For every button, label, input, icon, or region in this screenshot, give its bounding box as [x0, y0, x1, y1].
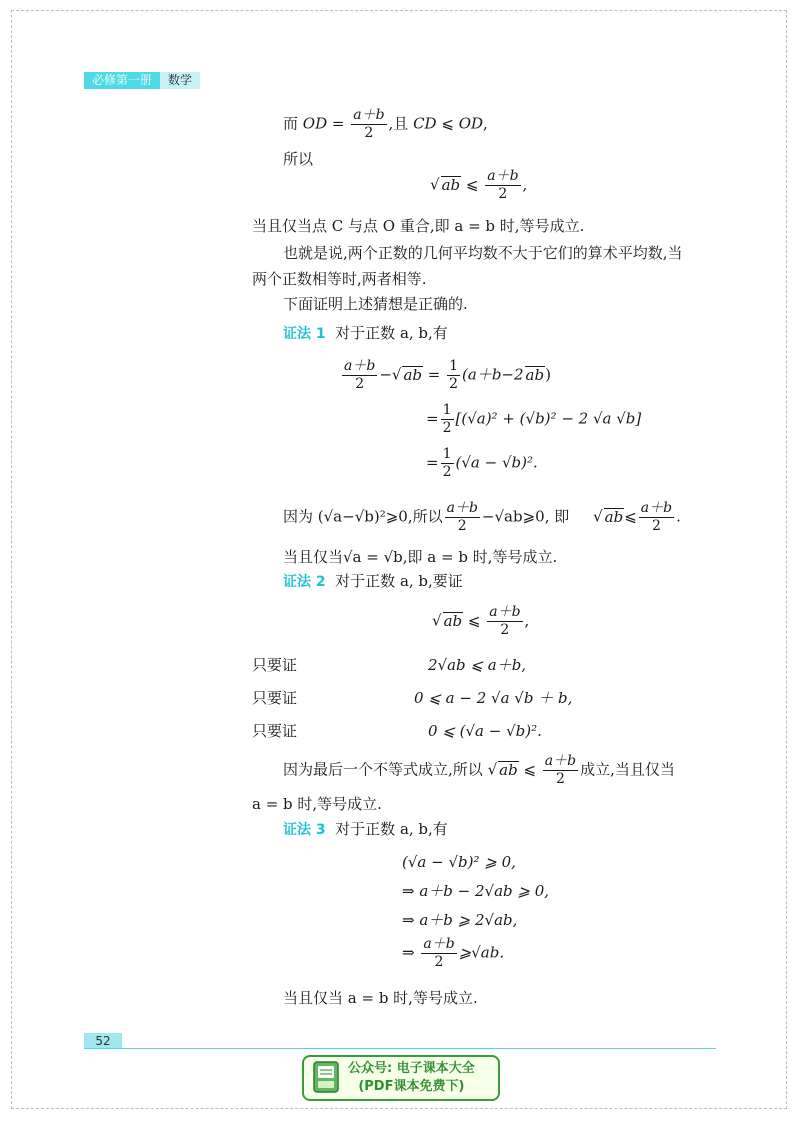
proof2-step1-label: 只要证 [252, 656, 298, 674]
text: 因为 (√a−√b)²⩾0,所以 [283, 507, 443, 526]
proof2-heading [283, 570, 463, 593]
denominator: 2 [449, 376, 459, 392]
text: , [483, 114, 488, 133]
fraction [421, 936, 456, 971]
proof1-equality: 当且仅当√a = √b,即 a = b 时,等号成立. [283, 548, 558, 566]
numerator: a＋b [487, 168, 519, 184]
sqrt-symbol: √ [432, 611, 442, 630]
watermark-line-2: (PDF课本免费下) [358, 1079, 465, 1094]
fraction: $\frac{1}{2}$ [442, 446, 452, 480]
intro-line-2: 所以 [283, 150, 314, 168]
fraction: $\frac{1}{2}$ [442, 402, 452, 436]
footer-divider [84, 1048, 716, 1049]
proof1-eq3: = $\frac{1}{2}$ (√a − √b)². [426, 446, 538, 480]
proof3-line4 [402, 936, 504, 971]
implies: ⇒ [402, 943, 415, 962]
watermark-badge [302, 1055, 500, 1101]
proof3-equality: 当且仅当 a = b 时,等号成立. [283, 989, 478, 1007]
proof1-eq1 [340, 358, 551, 393]
denominator: 2 [500, 622, 510, 638]
minus: − [379, 365, 392, 384]
var-od: OD [302, 114, 328, 133]
numerator: a＋b [423, 936, 455, 952]
proof3-line2: ⇒ a＋b − 2√ab ⩾ 0, [402, 882, 550, 900]
sqrt-symbol: √ [487, 760, 498, 779]
proof2-text: 对于正数 a, b,要证 [335, 572, 463, 590]
page-number: 52 [84, 1033, 122, 1049]
le-sign: ⩽ [624, 507, 637, 526]
fraction [351, 107, 386, 142]
radicand: ab [403, 365, 422, 384]
radicand: ab [604, 507, 624, 526]
text: 成立,当且仅当 [580, 760, 675, 779]
denominator: 2 [434, 954, 444, 970]
proof3-line3: ⇒ a＋b ⩾ 2√ab, [402, 911, 518, 929]
numerator: a＋b [489, 604, 521, 620]
proof2-step3-label: 只要证 [252, 722, 298, 740]
text: ,且 [388, 114, 414, 133]
intro-line-5: 下面证明上述猜想是正确的. [283, 295, 468, 313]
proof2-step1: 2√ab ⩽ a＋b, [428, 656, 527, 674]
var-od: OD [458, 114, 484, 133]
proof2-inequality [432, 604, 529, 639]
proof2-conclusion-2: a = b 时,等号成立. [252, 795, 382, 813]
radicand: ab [441, 175, 461, 194]
text: −√ab⩾0, 即 [481, 507, 570, 526]
fraction [543, 753, 578, 788]
text: 而 [283, 114, 303, 133]
proof2-step3: 0 ⩽ (√a − √b)². [428, 722, 542, 740]
proof1-heading [283, 322, 448, 345]
expression: (√a − √b)². [455, 453, 538, 472]
proof3-text: 对于正数 a, b,有 [335, 820, 448, 838]
denominator: 2 [364, 125, 374, 141]
numerator: a＋b [344, 358, 376, 374]
radicand: ab [499, 760, 518, 779]
denominator: 2 [355, 376, 365, 392]
denominator: 2 [555, 771, 565, 787]
fraction [485, 168, 520, 203]
denominator: 2 [498, 186, 508, 202]
proof2-label: 证法 2 [283, 574, 326, 590]
intro-inequality [430, 168, 527, 203]
proof1-label: 证法 1 [283, 326, 326, 342]
text: , [524, 611, 530, 630]
le-sign: ⩽ [461, 175, 484, 194]
watermark-text [348, 1060, 475, 1096]
proof2-conclusion [283, 753, 675, 788]
subject-tag: 数学 [160, 72, 200, 89]
proof3-label: 证法 3 [283, 822, 326, 838]
sqrt-symbol: √ [593, 507, 603, 526]
le-sign: ⩽ [463, 611, 486, 630]
proof1-because [283, 500, 681, 535]
text: ) [545, 365, 551, 384]
text: , [522, 175, 528, 194]
expression: [(√a)² + (√b)² − 2 √a √b] [455, 409, 642, 428]
fraction [639, 500, 674, 535]
intro-line-4b: 两个正数相等时,两者相等. [252, 270, 427, 288]
expression: (a＋b−2 [462, 365, 524, 384]
var-cd: CD [413, 114, 437, 133]
text: 因为最后一个不等式成立,所以 [283, 760, 483, 779]
numerator: a＋b [640, 500, 673, 516]
fraction [445, 500, 480, 535]
denominator: 2 [457, 518, 467, 534]
radicand: ab [525, 365, 545, 384]
intro-line-1 [283, 107, 488, 142]
fraction [342, 358, 377, 393]
intro-line-3: 当且仅当点 C 与点 O 重合,即 a = b 时,等号成立. [252, 217, 585, 235]
proof1-eq2: = $\frac{1}{2}$ [(√a)² + (√b)² − 2 √a √b] [426, 402, 642, 436]
numerator: a＋b [353, 107, 385, 123]
fraction [487, 604, 522, 639]
book-icon [312, 1060, 342, 1096]
proof3-line1: (√a − √b)² ⩾ 0, [402, 853, 516, 871]
proof2-step2-label: 只要证 [252, 689, 298, 707]
fraction [447, 358, 460, 393]
sqrt-symbol: √ [430, 175, 440, 194]
numerator: a＋b [446, 500, 478, 516]
numerator: 1 [449, 358, 459, 374]
denominator: 2 [651, 518, 661, 534]
proof2-step2: 0 ⩽ a − 2 √a √b ＋ b, [414, 689, 573, 707]
le-sign: ⩽ [518, 760, 541, 779]
watermark-line-1: 公众号: 电子课本大全 [348, 1061, 475, 1076]
intro-line-4a: 也就是说,两个正数的几何平均数不大于它们的算术平均数,当 [283, 244, 683, 262]
le-sign: ⩽ [436, 114, 459, 133]
expression: ⩾√ab. [458, 943, 505, 962]
numerator: a＋b [544, 753, 577, 769]
radicand: ab [443, 611, 463, 630]
sqrt-symbol: √ [391, 365, 402, 384]
proof1-text: 对于正数 a, b,有 [335, 324, 448, 342]
text: . [676, 507, 681, 526]
page-header [84, 72, 200, 89]
book-tag: 必修第一册 [84, 72, 160, 89]
equals: = [423, 365, 446, 384]
proof3-heading [283, 818, 448, 841]
equals: = [327, 114, 350, 133]
